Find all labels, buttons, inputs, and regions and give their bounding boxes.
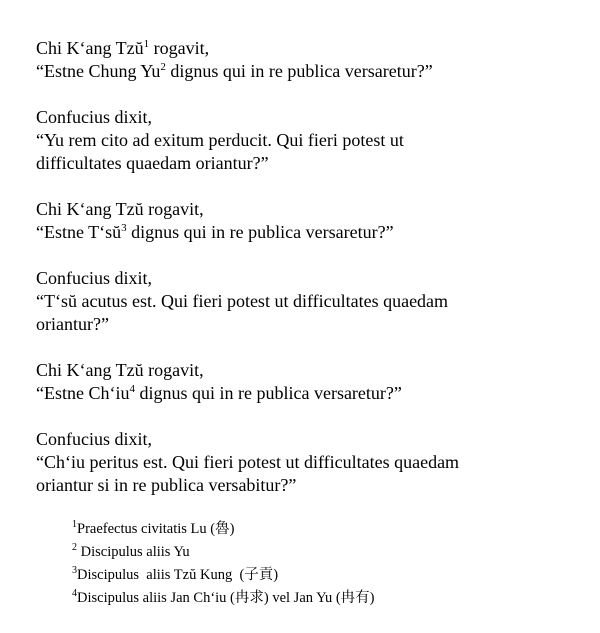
text-run: Chi K‘ang Tzŭ — [36, 38, 144, 58]
text-run: “Estne T‘sŭ — [36, 222, 122, 242]
text-line: oriantur si in re publica versabitur?” — [36, 475, 297, 495]
footnote-ref: 2 — [160, 61, 166, 73]
footnote-ref: 3 — [121, 222, 127, 234]
text-line: Confucius dixit, — [36, 429, 152, 449]
paragraph — [36, 267, 576, 336]
footnote-number: 1 — [72, 519, 77, 530]
footnote-number: 4 — [72, 588, 77, 599]
text-run: dignus qui in re publica versaretur?” — [165, 61, 433, 81]
text-line — [36, 37, 576, 60]
text-line — [36, 60, 576, 83]
paragraph — [36, 106, 576, 175]
text-line: Chi K‘ang Tzŭ rogavit, — [36, 199, 204, 219]
footnote — [72, 541, 572, 564]
document-body — [36, 37, 576, 520]
footnote-number: 2 — [72, 542, 77, 553]
footnote-text: Discipulus aliis Yu — [77, 544, 190, 560]
footnote-number: 3 — [72, 565, 77, 576]
text-line: Confucius dixit, — [36, 107, 152, 127]
paragraph — [36, 359, 576, 405]
text-run: “Estne Ch‘iu — [36, 383, 130, 403]
text-line: oriantur?” — [36, 314, 109, 334]
footnotes — [72, 518, 572, 610]
footnote-text: Discipulus aliis Tzŭ Kung (子貢) — [77, 567, 279, 583]
text-line: “Yu rem cito ad exitum perducit. Qui fieri potest ut — [36, 130, 404, 150]
footnote — [72, 564, 572, 587]
footnote-text: Praefectus civitatis Lu (魯) — [77, 521, 235, 537]
footnote-ref: 1 — [143, 38, 150, 50]
text-line: “Ch‘iu peritus est. Qui fieri potest ut difficultates quaedam — [36, 452, 460, 472]
text-line: Confucius dixit, — [36, 268, 152, 288]
footnote-text: Discipulus aliis Jan Ch‘iu (冉求) vel Jan Yu (冉有) — [77, 590, 375, 606]
text-line: Chi K‘ang Tzŭ rogavit, — [36, 360, 204, 380]
text-run: “Estne Chung Yu — [36, 61, 161, 81]
paragraph — [36, 428, 576, 497]
footnote — [72, 587, 572, 610]
text-run: dignus qui in re publica versaretur?” — [134, 383, 402, 403]
footnote-ref: 4 — [129, 383, 135, 395]
text-run: dignus qui in re publica versaretur?” — [126, 222, 394, 242]
text-line — [36, 382, 576, 405]
footnote — [72, 518, 572, 541]
text-line — [36, 221, 576, 244]
text-run: rogavit, — [149, 38, 210, 58]
text-line: difficultates quaedam oriantur?” — [36, 153, 269, 173]
paragraph — [36, 198, 576, 244]
text-line: “T‘sŭ acutus est. Qui fieri potest ut difficultates quaedam — [36, 291, 449, 311]
paragraph — [36, 37, 576, 83]
